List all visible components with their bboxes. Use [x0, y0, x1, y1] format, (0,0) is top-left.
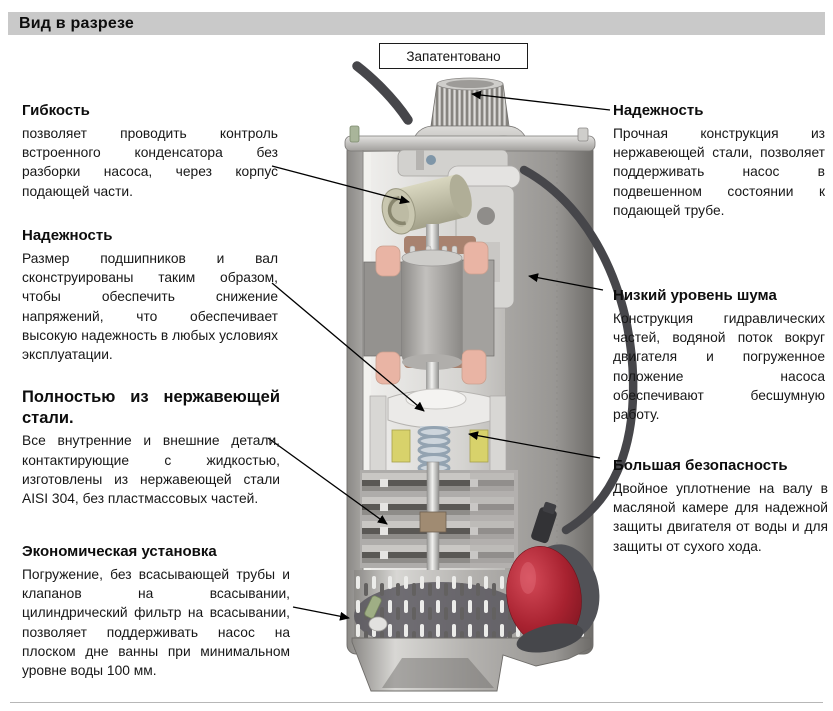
callout-body: Все внутренние и внешние детали, контактирующие с жидкостью, изготовлены из нержавеющей стали AISI 304, без пластмассовых частей.: [22, 433, 280, 507]
callout-reliability-left: [22, 227, 278, 365]
motor: [364, 224, 494, 394]
callout-economic: [22, 543, 290, 681]
callout-reliability-right: [613, 102, 825, 220]
callout-body: Конструкция гидравлических частей, водяной поток вокруг двигателя и погруженное положение насоса обеспечивают бесшумную работу.: [613, 310, 825, 423]
section-title: Вид в разрезе: [19, 14, 135, 32]
footer-divider: [10, 702, 823, 703]
callout-title: Надежность: [22, 227, 113, 244]
callout-body: позволяет проводить контроль встроенного конденсатора без разборки насоса, через корпус подающей части.: [22, 125, 278, 199]
callout-flexibility: [22, 102, 278, 201]
arrow-economic: [293, 607, 349, 618]
callout-body: Погружение, без всасывающей трубы и клапанов на всасывании, цилиндрический фильтр на всасывании, позволяет поддерживать насос на плоском дне ванны при минимальном уровне воды 100 мм.: [22, 566, 290, 679]
threaded-discharge-connector: [431, 78, 509, 126]
callout-title: Полностью из нержавеющей стали.: [22, 388, 280, 427]
callout-body: Размер подшипников и вал сконструированы таким образом, чтобы обеспечить снижение напряжений, что обеспечивает высокую надежность в любых условиях эксплуатации.: [22, 250, 278, 363]
patent-label: Запатентовано: [406, 48, 501, 64]
callout-title: Экономическая установка: [22, 543, 217, 560]
callout-title: Низкий уровень шума: [613, 287, 777, 304]
callout-noise: [613, 287, 825, 425]
power-cable-top: [357, 66, 408, 120]
bolt-left: [350, 126, 359, 142]
oil-chamber-left: [392, 430, 410, 462]
callout-body: Двойное уплотнение на валу в масляной камере для надежной защиты двигателя от воды и для защиты от сухого хода.: [613, 480, 828, 554]
callout-title: Гибкость: [22, 102, 90, 119]
callout-stainless: [22, 387, 280, 509]
shaft-coupling: [420, 512, 446, 532]
callout-title: Большая безопасность: [613, 457, 788, 474]
callout-title: Надежность: [613, 102, 704, 119]
callout-safety: [613, 457, 828, 556]
callout-body: Прочная конструкция из нержавеющей стали, позволяет поддерживать насос в подвешенном состоянии к подающей трубе.: [613, 125, 825, 218]
bolt-right: [578, 128, 588, 141]
